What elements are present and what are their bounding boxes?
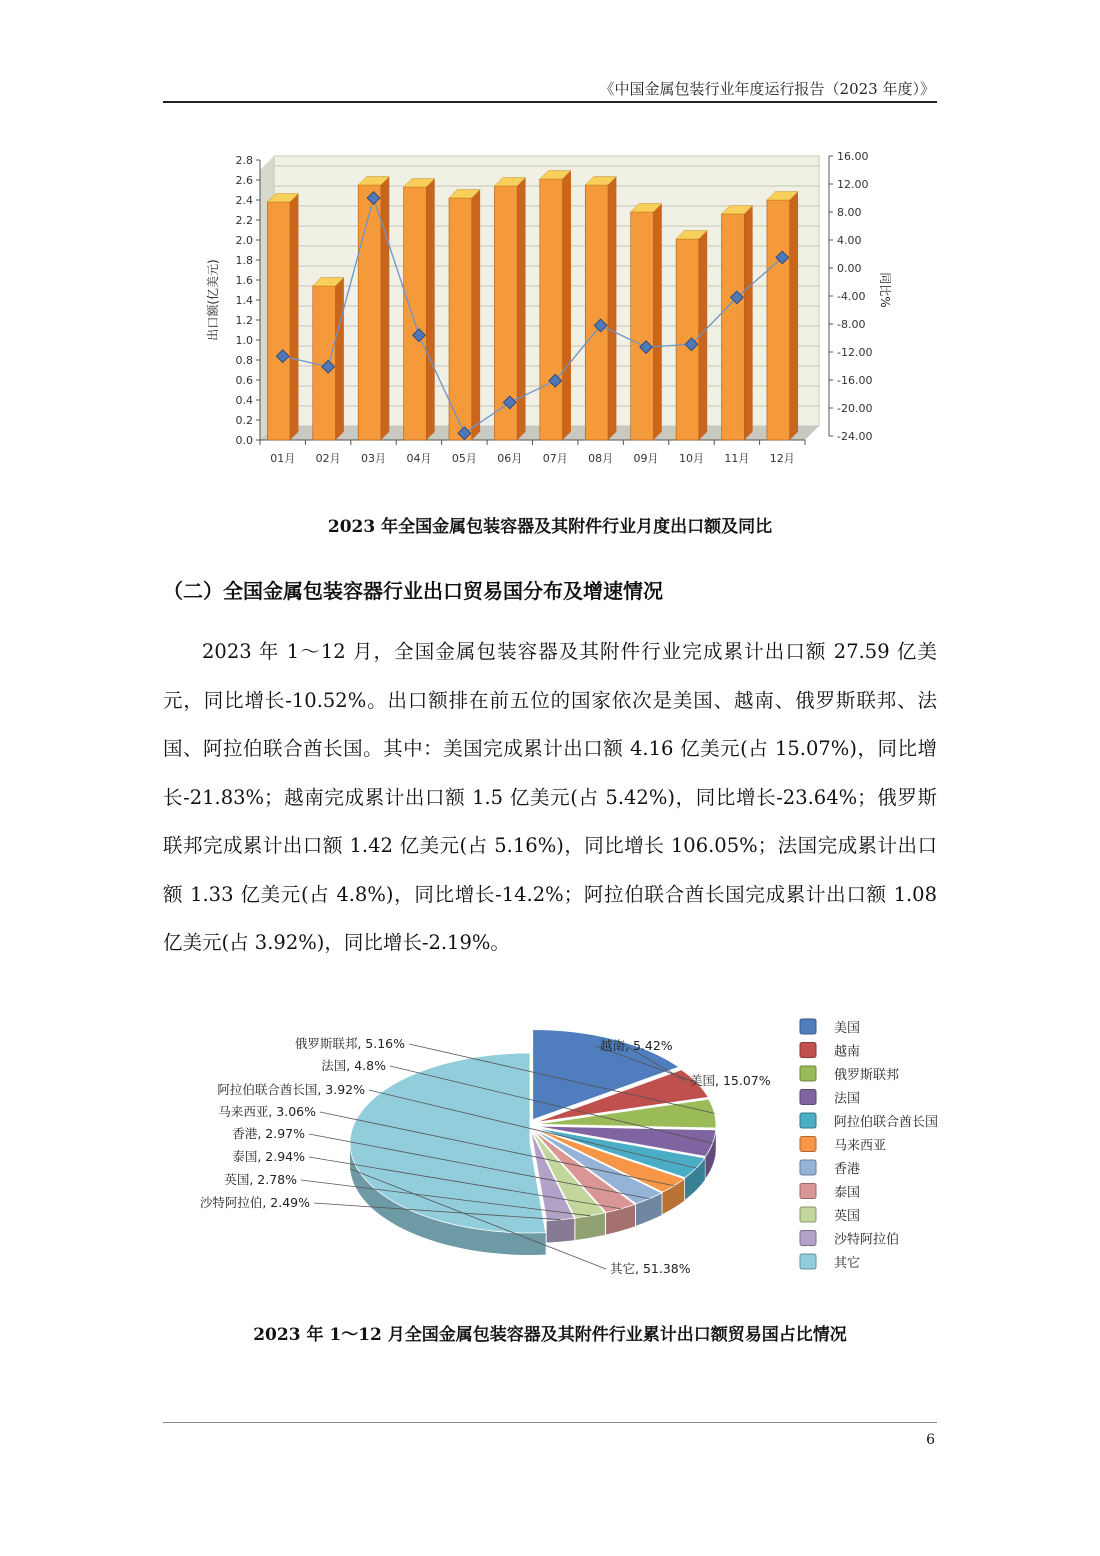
trade-partner-pie-chart [160, 1010, 960, 1300]
y-axis-label: 出口额(亿美元) [206, 259, 220, 341]
y-tick-label-right: -8.00 [837, 318, 866, 331]
legend-label: 越南 [834, 1044, 861, 1060]
footer-rule [163, 1422, 937, 1423]
y-tick-label: 2.8 [235, 154, 253, 167]
legend-entry [800, 1066, 899, 1083]
legend-swatch [800, 1043, 816, 1058]
x-tick-label: 06月 [497, 452, 523, 465]
y-tick-label: 0.8 [235, 354, 253, 367]
bar [631, 204, 662, 440]
legend-swatch [800, 1066, 816, 1081]
x-tick-label: 04月 [406, 452, 432, 465]
bar-side [517, 178, 525, 440]
pie-data-label: 法国, 4.8% [321, 1058, 386, 1073]
running-header: 《中国金属包装行业年度运行报告（2023 年度）》 [599, 80, 935, 98]
legend-swatch [800, 1231, 816, 1246]
legend-entry [800, 1160, 860, 1177]
bar [676, 231, 707, 440]
legend-entry [800, 1254, 860, 1271]
x-tick-label: 05月 [451, 452, 477, 465]
y-tick-label: 0.2 [235, 414, 253, 427]
x-tick-label: 02月 [315, 452, 341, 465]
x-tick-label: 08月 [588, 452, 614, 465]
y-tick-label: 0.6 [235, 374, 253, 387]
bar-side [790, 192, 798, 440]
legend-label: 泰国 [834, 1185, 861, 1201]
x-tick-label: 09月 [633, 452, 659, 465]
pie-data-label: 马来西亚, 3.06% [218, 1104, 316, 1119]
pie-data-label: 越南, 5.42% [600, 1038, 673, 1053]
legend-label: 英国 [834, 1209, 861, 1224]
bar-front [767, 200, 790, 440]
legend-label: 美国 [834, 1021, 861, 1036]
bar-side [335, 278, 343, 440]
y-tick-label: 2.4 [235, 194, 253, 207]
legend-label: 沙特阿拉伯 [834, 1232, 900, 1248]
x-tick-label: 12月 [769, 452, 795, 465]
body-paragraph: 2023 年 1～12 月，全国金属包装容器及其附件行业完成累计出口额 27.59 亿美元，同比增长-10.52%。出口额排在前五位的国家依次是美国、越南、俄罗斯联邦、法国、阿拉伯联合酋长国。其中：美国完成累计出口额 4.16 亿美元(占 15.07%)，同比增长-21.83%；越南完成累计出口额 1.5 亿美元(占 5.42%)，同比增长-23.64%；俄罗斯联邦完成累计出口额 1.42 亿美元(占 5.16%)，同比增长 106.05%；法国完成累计出口额 1.33 亿美元(占 4.8%)，同比增长-14.2%；阿拉伯联合酋长国完成累计出口额 1.08 亿美元(占 3.92%)，同比增长-2.19%。 [163, 640, 937, 954]
legend-label: 其它 [834, 1256, 861, 1271]
y-tick-label-right: -12.00 [837, 346, 873, 359]
legend-swatch [800, 1184, 816, 1199]
legend-entry [800, 1043, 860, 1060]
section-heading: （二）全国金属包装容器行业出口贸易国分布及增速情况 [163, 579, 663, 603]
legend-label: 俄罗斯联邦 [834, 1068, 900, 1083]
pie-data-label: 香港, 2.97% [232, 1126, 305, 1141]
legend-swatch [800, 1090, 816, 1105]
y-tick-label-right: -16.00 [837, 374, 873, 387]
y-tick-label: 0.0 [235, 434, 253, 447]
pie-data-label: 沙特阿拉伯, 2.49% [199, 1195, 310, 1210]
legend-label: 阿拉伯联合酋长国 [834, 1115, 939, 1130]
x-tick-label: 07月 [542, 452, 568, 465]
bar-side [608, 177, 616, 440]
legend-swatch [800, 1254, 816, 1269]
x-tick-label: 11月 [724, 452, 750, 465]
header-rule [163, 101, 937, 103]
bar-front [722, 214, 745, 440]
y-tick-label: 1.0 [235, 334, 253, 347]
legend-entry [800, 1113, 938, 1130]
y-tick-label: 2.0 [235, 234, 253, 247]
bar-front [631, 212, 654, 440]
bar [585, 177, 616, 440]
y-tick-label: 0.4 [235, 394, 253, 407]
page-number: 6 [926, 1432, 935, 1448]
y-tick-label: 1.2 [235, 314, 253, 327]
bar-side [381, 177, 389, 440]
pie-data-label: 阿拉伯联合酋长国, 3.92% [217, 1082, 365, 1097]
y-tick-label-right: -4.00 [837, 290, 866, 303]
bar-front [358, 185, 381, 440]
y-tick-label: 2.2 [235, 214, 253, 227]
pie-data-label: 英国, 2.78% [224, 1172, 297, 1187]
bar [404, 179, 435, 440]
legend-swatch [800, 1160, 816, 1175]
y-tick-label-right: 0.00 [837, 262, 862, 275]
legend-entry [800, 1019, 860, 1036]
bar-front [585, 185, 608, 440]
bar-front [404, 187, 427, 440]
legend-swatch [800, 1137, 816, 1152]
pie-slice-side [547, 1218, 575, 1242]
bar-side [472, 190, 480, 440]
bar [358, 177, 389, 440]
legend-entry [800, 1184, 860, 1201]
legend-entry [800, 1231, 899, 1248]
bar-side [426, 179, 434, 440]
y-tick-label: 2.6 [235, 174, 253, 187]
x-tick-label: 03月 [361, 452, 387, 465]
y-tick-label: 1.4 [235, 294, 253, 307]
y-tick-label-right: -20.00 [837, 402, 873, 415]
y-tick-label-right: -24.00 [837, 430, 873, 443]
bar [540, 171, 571, 440]
y-tick-label-right: 16.00 [837, 150, 869, 163]
y-tick-label-right: 8.00 [837, 206, 862, 219]
bar-front [313, 286, 336, 440]
figure-2-caption: 2023 年 1～12 月全国金属包装容器及其附件行业累计出口额贸易国占比情况 [253, 1325, 847, 1345]
x-tick-label: 01月 [270, 452, 296, 465]
y-tick-label-right: 12.00 [837, 178, 869, 191]
pie-data-label: 其它, 51.38% [610, 1261, 691, 1276]
y-axis-label-right: 同比% [878, 272, 892, 308]
pie-data-label: 泰国, 2.94% [232, 1149, 305, 1164]
legend-entry [800, 1207, 860, 1224]
bar-front [267, 202, 290, 440]
bar [313, 278, 344, 440]
legend-swatch [800, 1113, 816, 1128]
legend-swatch [800, 1207, 816, 1222]
legend-entry [800, 1137, 886, 1154]
bar-front [540, 179, 563, 440]
legend-label: 马来西亚 [834, 1138, 887, 1154]
x-tick-label: 10月 [678, 452, 704, 465]
bar-side [744, 206, 752, 440]
pie-data-label: 美国, 15.07% [690, 1073, 771, 1088]
legend-entry [800, 1090, 860, 1107]
y-tick-label: 1.6 [235, 274, 253, 287]
bar [267, 194, 298, 440]
legend-label: 法国 [834, 1091, 861, 1107]
bar-side [563, 171, 571, 440]
pie-data-label: 俄罗斯联邦, 5.16% [294, 1036, 405, 1051]
bar [722, 206, 753, 440]
legend-swatch [800, 1019, 816, 1034]
bar-side [290, 194, 298, 440]
bar [767, 192, 798, 440]
figure-1-caption: 2023 年全国金属包装容器及其附件行业月度出口额及同比 [327, 517, 773, 537]
bar-side [653, 204, 661, 440]
y-tick-label: 1.8 [235, 254, 253, 267]
y-tick-label-right: 4.00 [837, 234, 862, 247]
legend-label: 香港 [834, 1162, 861, 1177]
bar [449, 190, 480, 440]
bar-front [449, 198, 472, 440]
monthly-export-chart [195, 150, 915, 480]
